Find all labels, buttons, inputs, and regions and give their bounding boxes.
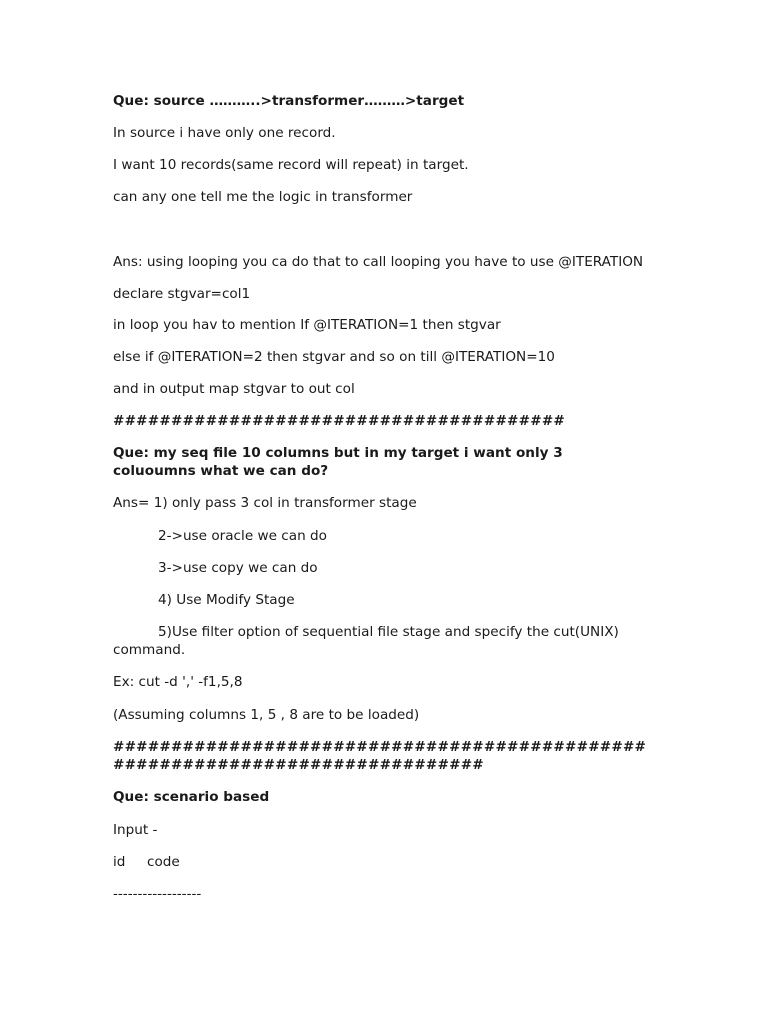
question-2-heading-line-2: coluoumns what we can do? — [113, 463, 329, 479]
question-3-heading: Que: scenario based — [113, 789, 270, 805]
answer-1-line-5: and in output map stgvar to out col — [113, 381, 355, 397]
question-2-heading-line-1: Que: my seq file 10 columns but in my target i want only 3 — [113, 445, 563, 461]
question-1-line-1: In source i have only one record. — [113, 125, 336, 141]
separator-1: ####################################### — [113, 413, 566, 429]
separator-2-line-1: ############################################## — [113, 739, 647, 755]
question-1-line-3: can any one tell me the logic in transformer — [113, 189, 413, 205]
answer-2-option-5-line-1: 5)Use filter option of sequential file stage and specify the cut(UNIX) — [158, 624, 619, 640]
answer-2-example: Ex: cut -d ',' -f1,5,8 — [113, 674, 243, 690]
answer-2-option-3: 3->use copy we can do — [158, 560, 318, 576]
question-1-heading: Que: source ………..>transformer………>target — [113, 93, 465, 109]
answer-2-first: Ans= 1) only pass 3 col in transformer stage — [113, 495, 417, 511]
answer-1-line-2: declare stgvar=col1 — [113, 286, 251, 302]
separator-2-line-2: ################################ — [113, 757, 484, 773]
question-3-input-label: Input - — [113, 822, 158, 838]
answer-2-note: (Assuming columns 1, 5 , 8 are to be loaded) — [113, 707, 420, 723]
question-1-line-2: I want 10 records(same record will repeat) in target. — [113, 157, 469, 173]
answer-1-line-3: in loop you hav to mention If @ITERATION=1 then stgvar — [113, 317, 501, 333]
answer-2-option-2: 2->use oracle we can do — [158, 528, 327, 544]
answer-2-option-4: 4) Use Modify Stage — [158, 592, 295, 608]
question-3-dashes: ------------------ — [113, 886, 202, 902]
question-3-table-header: id code — [113, 854, 180, 870]
answer-2-option-5-line-2: command. — [113, 642, 186, 658]
answer-1-line-1: Ans: using looping you ca do that to call looping you have to use @ITERATION — [113, 254, 644, 270]
answer-1-line-4: else if @ITERATION=2 then stgvar and so on till @ITERATION=10 — [113, 349, 555, 365]
